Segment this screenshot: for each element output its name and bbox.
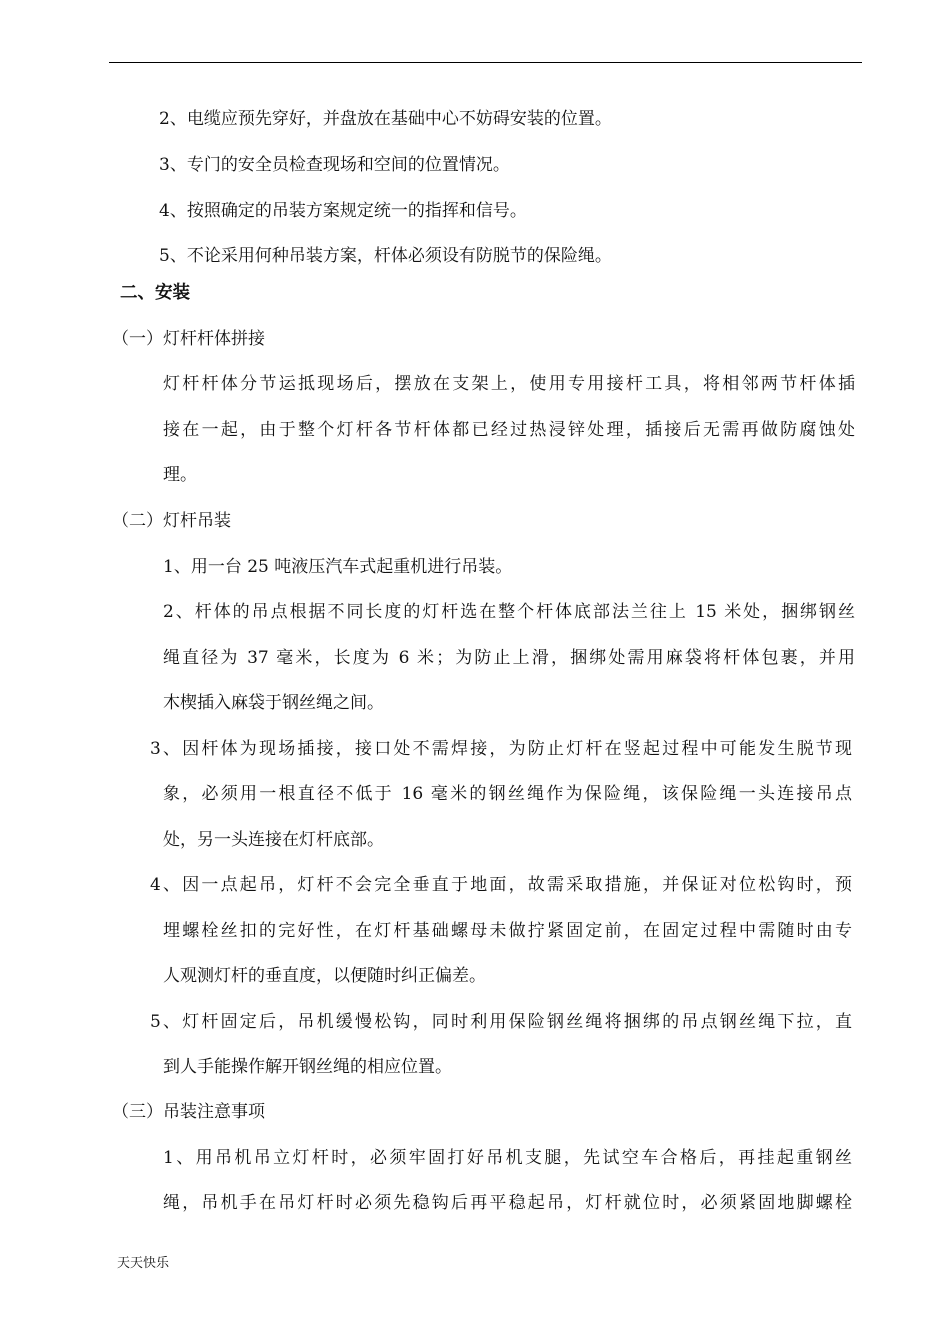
pre-item-5: 5、不论采用何种吊装方案，杆体必须设有防脱节的保险绳。 bbox=[159, 246, 612, 266]
precautions-item-1-line: 1、用吊机吊立灯杆时，必须牢固打好吊机支腿，先试空车合格后，再挂起重钢丝 bbox=[163, 1148, 852, 1168]
hoisting-item-2-line: 绳直径为 37 毫米，长度为 6 米；为防止上滑，捆绑处需用麻袋将杆体包裹，并用 bbox=[163, 648, 855, 668]
pre-item-2: 2、电缆应预先穿好，并盘放在基础中心不妨碍安装的位置。 bbox=[159, 109, 612, 129]
hoisting-item-1: 1、用一台 25 吨液压汽车式起重机进行吊装。 bbox=[163, 557, 513, 577]
hoisting-item-3-line: 处，另一头连接在灯杆底部。 bbox=[163, 830, 384, 850]
hoisting-item-5-line: 5、灯杆固定后，吊机缓慢松钩，同时利用保险钢丝绳将捆绑的吊点钢丝绳下拉，直 bbox=[150, 1012, 852, 1032]
hoisting-item-3-line: 象，必须用一根直径不低于 16 毫米的钢丝绳作为保险绳，该保险绳一头连接吊点 bbox=[163, 784, 852, 804]
hoisting-item-4-line: 4、因一点起吊，灯杆不会完全垂直于地面，故需采取措施，并保证对位松钩时，预 bbox=[150, 875, 852, 895]
subsection-title-hoisting: （二）灯杆吊装 bbox=[112, 511, 231, 531]
page-footer: 天天快乐 bbox=[117, 1256, 170, 1271]
hoisting-item-3-line: 3、因杆体为现场插接，接口处不需焊接，为防止灯杆在竖起过程中可能发生脱节现 bbox=[150, 739, 852, 759]
hoisting-item-4-line: 人观测灯杆的垂直度，以便随时纠正偏差。 bbox=[163, 966, 486, 986]
hoisting-item-2-line: 2、杆体的吊点根据不同长度的灯杆选在整个杆体底部法兰往上 15 米处，捆绑钢丝 bbox=[163, 602, 855, 622]
subsection-title-precautions: （三）吊装注意事项 bbox=[112, 1102, 265, 1122]
precautions-item-1-line: 绳，吊机手在吊灯杆时必须先稳钩后再平稳起吊，灯杆就位时，必须紧固地脚螺栓 bbox=[163, 1193, 852, 1213]
paragraph-line: 灯杆杆体分节运抵现场后，摆放在支架上，使用专用接杆工具，将相邻两节杆体插 bbox=[163, 374, 855, 394]
header-rule bbox=[109, 62, 862, 63]
pre-item-4: 4、按照确定的吊装方案规定统一的指挥和信号。 bbox=[159, 201, 527, 221]
hoisting-item-5-line: 到人手能操作解开钢丝绳的相应位置。 bbox=[163, 1057, 452, 1077]
hoisting-item-4-line: 埋螺栓丝扣的完好性，在灯杆基础螺母未做拧紧固定前，在固定过程中需随时由专 bbox=[163, 921, 852, 941]
subsection-title-splicing: （一）灯杆杆体拼接 bbox=[112, 329, 265, 349]
pre-item-3: 3、专门的安全员检查现场和空间的位置情况。 bbox=[159, 155, 510, 175]
paragraph-line: 理。 bbox=[163, 465, 197, 485]
section-heading-install: 二、安装 bbox=[120, 283, 190, 303]
paragraph-line: 接在一起，由于整个灯杆各节杆体都已经过热浸锌处理，插接后无需再做防腐蚀处 bbox=[163, 420, 855, 440]
hoisting-item-2-line: 木楔插入麻袋于钢丝绳之间。 bbox=[163, 693, 384, 713]
